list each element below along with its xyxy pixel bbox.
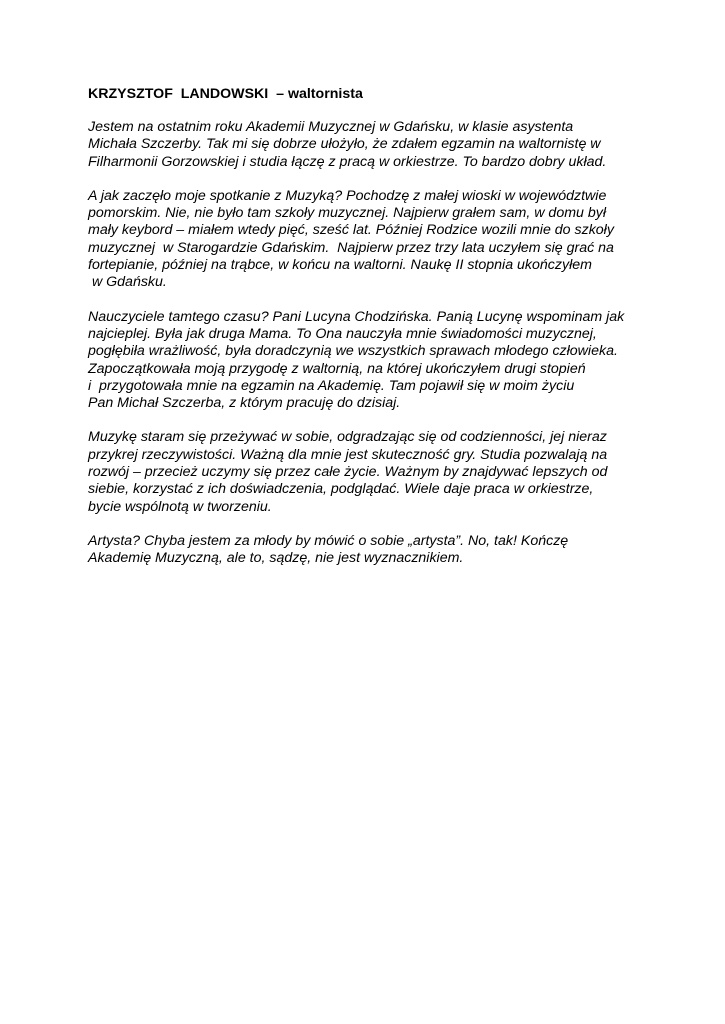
text-line: najcieplej. Była jak druga Mama. To Ona nauczyła mnie świadomości muzycznej, bbox=[88, 325, 597, 342]
text-line: Muzykę staram się przeżywać w sobie, odgradzając się od codzienności, jej nieraz bbox=[88, 429, 607, 446]
text-line: muzycznej w Starogardzie Gdańskim. Najpierw przez trzy lata uczyłem się grać na bbox=[88, 239, 614, 256]
text-line: Zapoczątkowała moją przygodę z waltornią, na której ukończyłem drugi stopień bbox=[88, 360, 586, 377]
text-line: Nauczyciele tamtego czasu? Pani Lucyna Chodzińska. Panią Lucynę wspominam jak bbox=[88, 308, 625, 325]
paragraph-music bbox=[88, 429, 648, 515]
text-line: i przygotowała mnie na egzamin na Akademię. Tam pojawił się w moim życiu bbox=[88, 377, 575, 394]
text-line: rozwój – przecież uczymy się przez całe życie. Ważnym by znajdywać lepszych od bbox=[88, 464, 608, 481]
paragraph-intro bbox=[88, 119, 648, 171]
text-line: Jestem na ostatnim roku Akademii Muzycznej w Gdańsku, w klasie asystenta bbox=[88, 119, 574, 135]
text-line: bycie wspólnotą w tworzeniu. bbox=[88, 498, 272, 515]
text-line: w Gdańsku. bbox=[88, 274, 167, 291]
text-line: siebie, korzystać z ich doświadczenia, podglądać. Wiele daje praca w orkiestrze, bbox=[88, 481, 594, 498]
text-line: pogłębiła wrażliwość, była doradczynią we wszystkich sprawach młodego człowieka. bbox=[88, 343, 618, 360]
paragraph-beginnings bbox=[88, 188, 648, 292]
document-title: KRZYSZTOF LANDOWSKI – waltornista bbox=[88, 86, 363, 102]
text-line: Artysta? Chyba jestem za młody by mówić o sobie „artysta”. No, tak! Kończę bbox=[88, 532, 569, 549]
document-page bbox=[88, 86, 648, 585]
text-line: Michała Szczerby. Tak mi się dobrze ułożyło, że zdałem egzamin na waltornistę w bbox=[88, 136, 601, 153]
paragraph-teachers bbox=[88, 309, 648, 413]
paragraph-artist bbox=[88, 533, 648, 568]
text-line: przykrej rzeczywistości. Ważną dla mnie jest skuteczność gry. Studia pozwalają na bbox=[88, 446, 608, 463]
text-line: Akademię Muzyczną, ale to, sądzę, nie jest wyznacznikiem. bbox=[88, 550, 464, 567]
text-line: Filharmonii Gorzowskiej i studia łączę z pracą w orkiestrze. To bardzo dobry układ. bbox=[88, 153, 607, 170]
text-line: fortepianie, później na trąbce, w końcu na waltorni. Naukę II stopnia ukończyłem bbox=[88, 257, 592, 274]
text-line: A jak zaczęło moje spotkanie z Muzyką? Pochodzę z małej wioski w województwie bbox=[88, 187, 607, 204]
text-line: mały keybord – miałem wtedy pięć, sześć lat. Później Rodzice wozili mnie do szkoły bbox=[88, 222, 614, 239]
text-line: pomorskim. Nie, nie było tam szkoły muzycznej. Najpierw grałem sam, w domu był bbox=[88, 205, 607, 222]
text-line: Pan Michał Szczerba, z którym pracuję do dzisiaj. bbox=[88, 395, 401, 412]
